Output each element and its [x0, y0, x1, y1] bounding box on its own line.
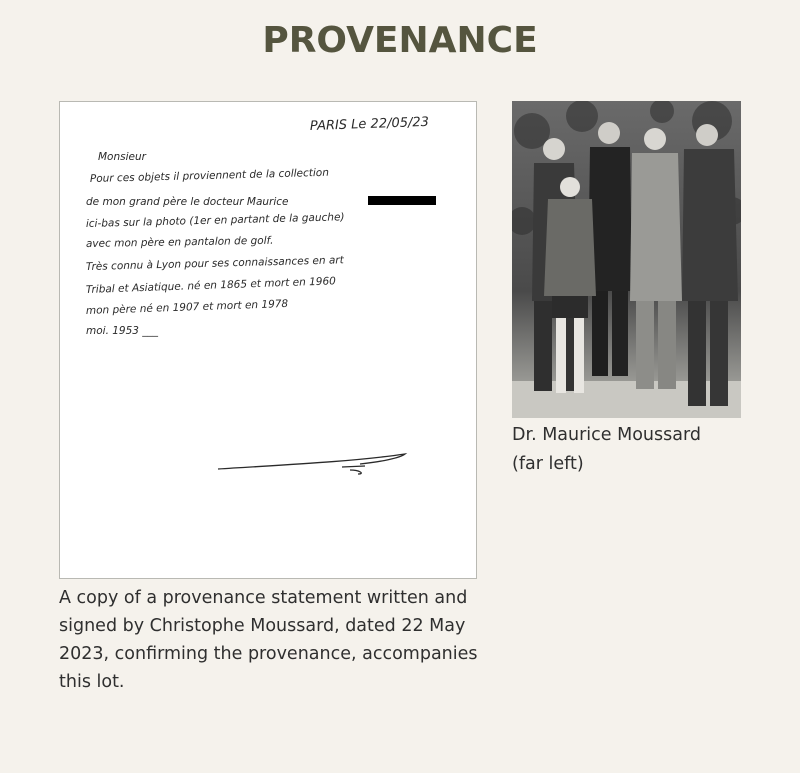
photo-caption [512, 421, 762, 479]
provenance-letter-image [59, 101, 477, 579]
letter-line-8: mon père né en 1907 et mort en 1978 [85, 297, 289, 317]
letter-caption: A copy of a provenance statement written and signed by Christophe Moussard, dated 22 May 2023, confirming the provenance, accompanies this lot. [59, 588, 478, 692]
letter-date-line: PARIS Le 22/05/23 [309, 114, 430, 134]
letter-line-3: de mon grand père le docteur Maurice [86, 196, 289, 208]
letter-line-7: Tribal et Asiatique. né en 1865 et mort en 1960 [85, 275, 337, 296]
letter-line-4: ici-bas sur la photo (1er en partant de la gauche) [85, 211, 345, 230]
signature [218, 454, 405, 474]
letter-line-9: moi. 1953 ___ [86, 325, 159, 337]
page-title: PROVENANCE [262, 20, 538, 61]
family-photo [512, 101, 741, 418]
redaction-bar [368, 196, 436, 205]
photo-caption-name: Dr. Maurice Moussard [512, 425, 701, 445]
letter-line-2: Pour ces objets il proviennent de la collection [89, 166, 330, 185]
photo-caption-position: (far left) [512, 454, 584, 474]
letter-line-1: Monsieur [98, 151, 146, 163]
letter-line-6: Très connu à Lyon pour ses connaissances en art [85, 254, 344, 273]
letter-line-5: avec mon père en pantalon de golf. [85, 234, 274, 250]
